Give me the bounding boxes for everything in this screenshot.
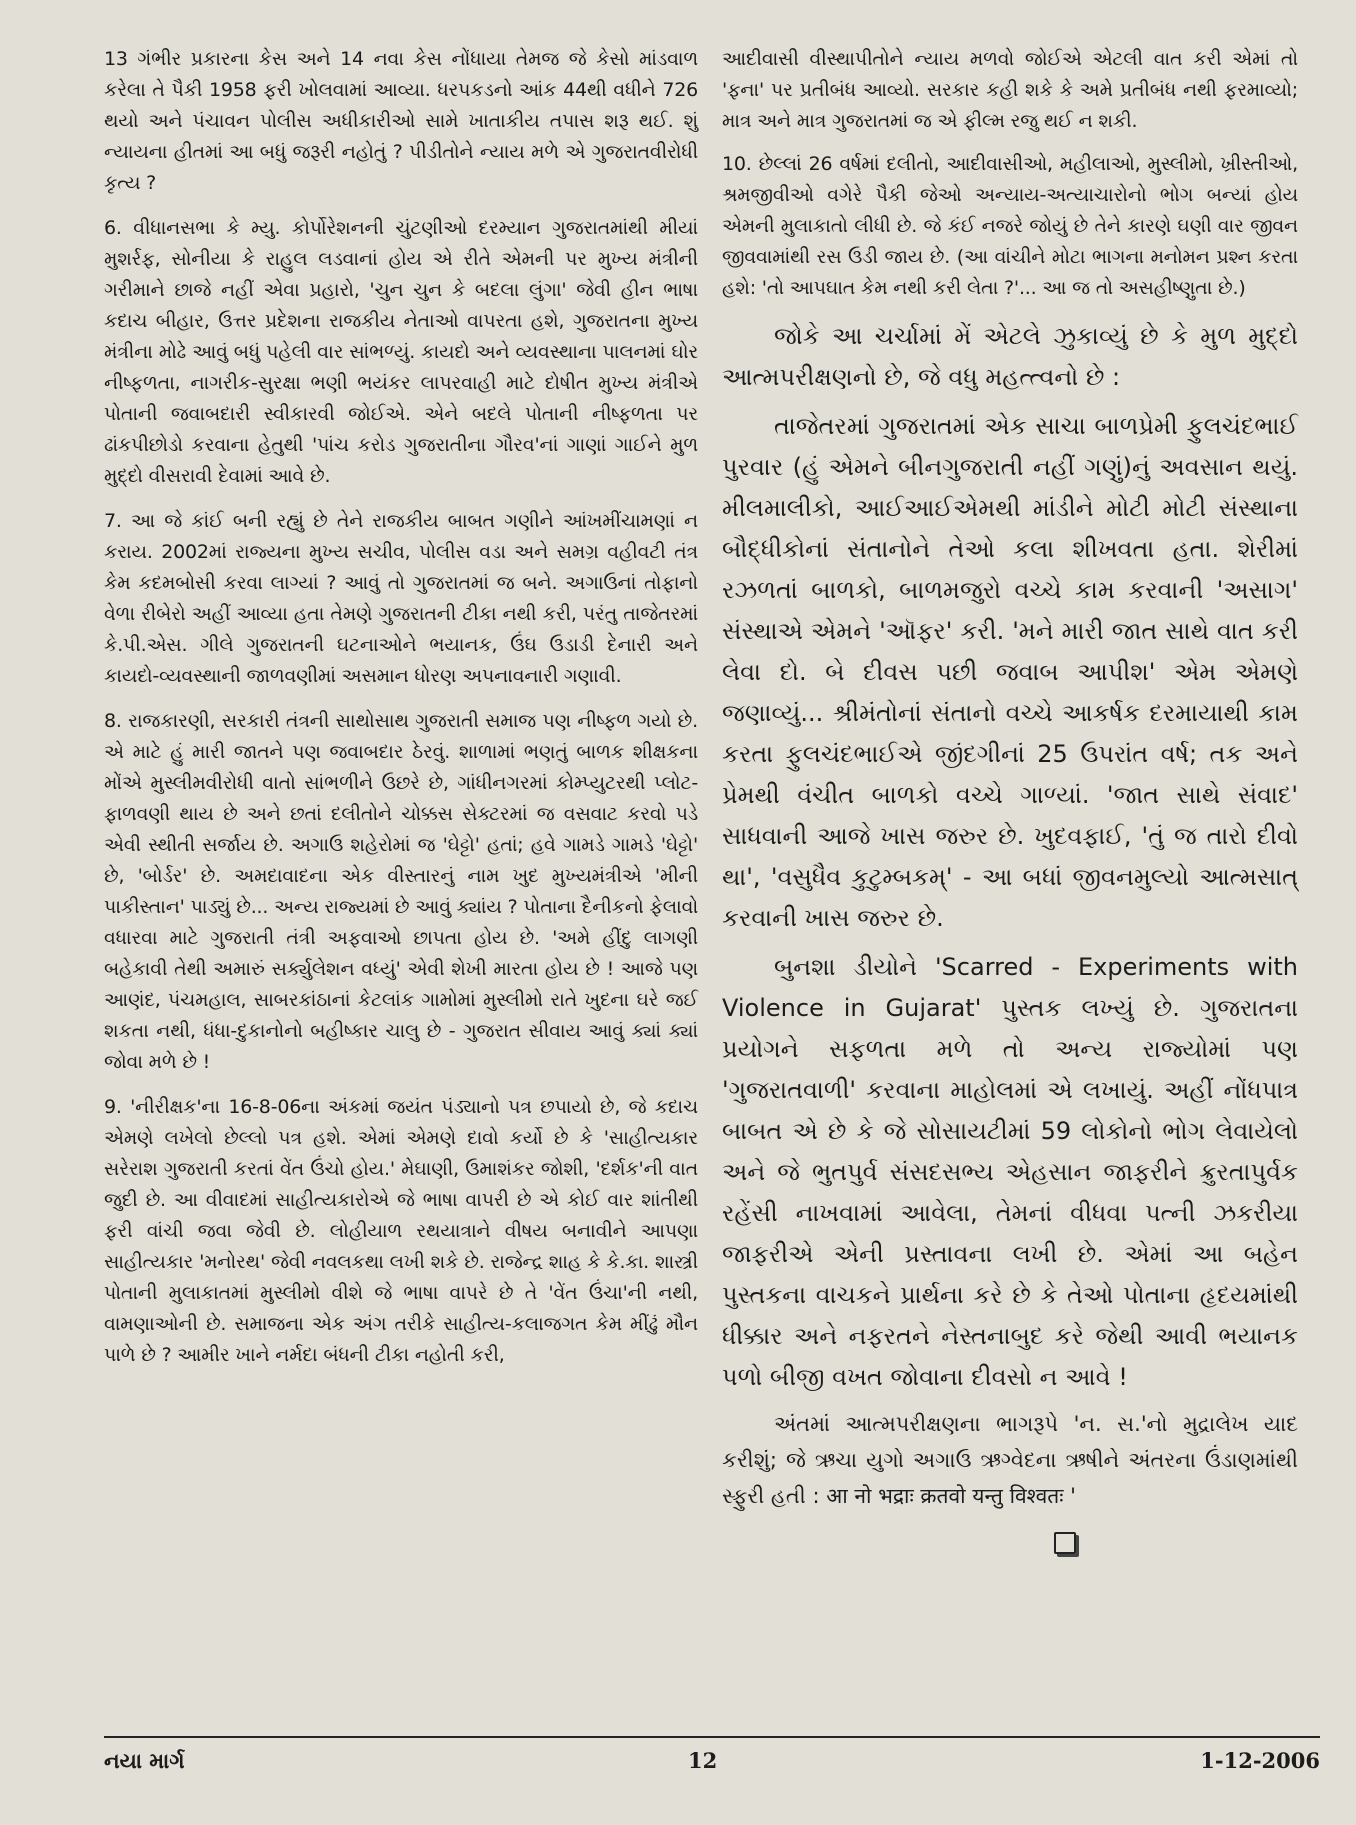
paragraph-point-6: 6. વીધાનસભા કે મ્યુ. કોર્પોરેશનની ચુંટણીઓ દરમ્યાન ગુજરાતમાંથી મીયાં મુશર્રફ, સોનીયા કે રાહુલ લડવાનાં હોય એ રીતે એમની પર મુખ્ય મંત્રીની ગરીમાને છાજે નહીં એવા પ્રહારો, 'ચુન ચુન કે બદલા લુંગા' જેવી હીન ભાષા કદાચ બીહાર, ઉત્તર પ્રદેશના રાજકીય નેતાઓ વાપરતા હશે, ગુજરાતના મુખ્ય મંત્રીના મોઢે આવું બધું પહેલી વાર સાંભળ્યું. કાયદો અને વ્યવસ્થાના પાલનમાં ઘોર નીષ્ફળતા, નાગરીક-સુરક્ષા ભણી ભયંકર લાપરવાહી માટે દોષીત મુખ્ય મંત્રીએ પોતાની જવાબદારી સ્વીકારવી જોઈએ. એને બદલે પોતાની નીષ્ફળતા પર ઢાંકપીછોડો કરવાના હેતુથી 'પાંચ કરોડ ગુજરાતીના ગૌરવ'નાં ગાણાં ગાઈને મુળ મુદ્દો વીસરાવી દેવામાં આવે છે. xyxy=(104,217,698,487)
paragraph-continuation: આદીવાસી વીસ્થાપીતોને ન્યાય મળવો જોઈએ એટલી વાત કરી એમાં તો 'ફના' પર પ્રતીબંધ આવ્યો. સરકાર કહી શકે કે અમે પ્રતીબંધ નથી ફરમાવ્યો; માત્ર અને માત્ર ગુજરાતમાં જ એ ફીલ્મ રજુ થઈ ન શકી. xyxy=(722,48,1298,132)
paragraph-point-10: 10. છેલ્લાં 26 વર્ષમાં દલીતો, આદીવાસીઓ, મહીલાઓ, મુસ્લીમો, ખ્રીસ્તીઓ, શ્રમજીવીઓ વગેરે પૈકી જેઓ અન્યાય-અત્યાચારોનો ભોગ બન્યાં હોય એમની મુલાકાતો લીધી છે. જે કંઈ નજરે જોયું છે તેને કારણે ઘણી વાર જીવન જીવવામાંથી રસ ઉડી જાય છે. (આ વાંચીને મોટા ભાગના મનોમન પ્રશ્ન કરતા હશે: 'તો આપઘાત કેમ નથી કરી લેતા ?'... આ જ તો અસહીષ્ણુતા છે.) xyxy=(722,153,1298,299)
paragraph-point-7: 7. આ જે કાંઈ બની રહ્યું છે તેને રાજકીય બાબત ગણીને આંખમીંચામણાં ન કરાય. 2002માં રાજ્યના મુખ્ય સચીવ, પોલીસ વડા અને સમગ્ર વહીવટી તંત્ર કેમ કદમબોસી કરવા લાગ્યાં ? આવું તો ગુજરાતમાં જ બને. અગાઉનાં તોફાનો વેળા રીબેરો અહીં આવ્યા હતા તેમણે ગુજરાતની ટીકા નથી કરી, પરંતુ તાજેતરમાં કે.પી.એસ. ગીલે ગુજરાતની ઘટનાઓને ભયાનક, ઉંઘ ઉડાડી દેનારી અને કાયદો-વ્યવસ્થાની જાળવણીમાં અસમાન ધોરણ અપનાવનારી ગણાવી. xyxy=(104,510,698,687)
paragraph-point-8: 8. રાજકારણી, સરકારી તંત્રની સાથોસાથ ગુજરાતી સમાજ પણ નીષ્ફળ ગયો છે. એ માટે હું મારી જાતને પણ જવાબદાર ઠેરવું. શાળામાં ભણતું બાળક શીક્ષકના મોંએ મુસ્લીમવીરોધી વાતો સાંભળીને ઉછરે છે, ગાંધીનગરમાં કોમ્પ્યુટરથી પ્લોટ-ફાળવણી થાય છે અને છતાં દલીતોને ચોક્કસ સેક્ટરમાં જ વસવાટ કરવો પડે એવી સ્થીતી સર્જાય છે. અગાઉ શહેરોમાં જ 'ઘેટ્ટો' હતાં; હવે ગામડે ગામડે 'ઘેટ્ટો' છે, 'બોર્ડર' છે. અમદાવાદના એક વીસ્તારનું નામ ખુદ મુખ્યમંત્રીએ 'મીની પાકીસ્તાન' પાડ્યું છે... અન્ય રાજ્યમાં છે આવું ક્યાંય ? પોતાના દૈનીકનો ફેલાવો વધારવા માટે ગુજરાતી તંત્રી અફવાઓ છાપતા હોય છે. 'અમે હીંદુ લાગણી બહેકાવી તેથી અમારું સર્ક્યુલેશન વધ્યું' એવી શેખી મારતા હોય છે ! આજે પણ આણંદ, પંચમહાલ, સાબરકાંઠાનાં કેટલાંક ગામોમાં મુસ્લીમો રાતે ખુદના ઘરે જઈ શકતા નથી, ધંધા-દુકાનોનો બહીષ્કાર ચાલુ છે - ગુજરાત સીવાય આવું ક્યાં ક્યાં જોવા મળે છે ! xyxy=(104,710,698,1073)
paragraph-fulchandbhai: તાજેતરમાં ગુજરાતમાં એક સાચા બાળપ્રેમી ફુલચંદભાઈ પુરવાર (હું એમને બીનગુજરાતી નહીં ગણું)નું અવસાન થયું. મીલમાલીકો, આઈઆઈએમથી માંડીને મોટી મોટી સંસ્થાના બૌદ્ધીકોનાં સંતાનોને તેઓ કલા શીખવતા હતા. શેરીમાં રઝળતાં બાળકો, બાળમજુરો વચ્ચે કામ કરવાની 'અસાગ' સંસ્થાએ એમને 'ઑફર' કરી. 'મને મારી જાત સાથે વાત કરી લેવા દો. બે દીવસ પછી જવાબ આપીશ' એમ એમણે જણાવ્યું... શ્રીમંતોનાં સંતાનો વચ્ચે આકર્ષક દરમાયાથી કામ કરતા ફુલચંદભાઈએ જીંદગીનાં 25 ઉપરાંત વર્ષ; તક અને પ્રેમથી વંચીત બાળકો વચ્ચે ગાળ્યાં. 'જાત સાથે સંવાદ' સાધવાની આજે ખાસ જરુર છે. ખુદવફાઈ, 'તું જ તારો દીવો થા', 'વસુધૈવ કુટુમ્બકમ્' - આ બધાં જીવનમુલ્યો આત્મસાત્ કરવાની ખાસ જરુર છે. xyxy=(722,412,1298,932)
paragraph-scarred-book: બુનશા ડીયોને 'Scarred - Experiments with Violence in Gujarat' પુસ્તક લખ્યું છે. ગુજરાતના પ્રયોગને સફળતા મળે તો અન્ય રાજ્યોમાં પણ 'ગુજરાતવાળી' કરવાના માહોલમાં એ લખાયું. અહીં નોંધપાત્ર બાબત એ છે કે જે સોસાયટીમાં 59 લોકોનો ભોગ લેવાયેલો અને જે ભુતપુર્વ સંસદસભ્ય એહસાન જાફરીને ક્રુરતાપુર્વક રહેંસી નાખવામાં આવેલા, તેમનાં વીધવા પત્ની ઝકરીયા જાફરીએ એની પ્રસ્તાવના લખી છે. એમાં આ બહેન પુસ્તકના વાચકને પ્રાર્થના કરે છે કે તેઓ પોતાના હૃદયમાંથી ધીક્કાર અને નફરતને નેસ્તનાબુદ કરે જેથી આવી ભયાનક પળો બીજી વખત જોવાના દીવસો ન આવે ! xyxy=(722,953,1298,1391)
paragraph-self-examination: જોકે આ ચર્ચામાં મેં એટલે ઝુકાવ્યું છે કે મુળ મુદ્દો આત્મપરીક્ષણનો છે, જે વધુ મહત્ત્વનો છે : xyxy=(722,322,1298,391)
right-column xyxy=(722,44,1298,1554)
paragraph-point-9: 9. 'નીરીક્ષક'ના 16-8-06ના અંકમાં જયંત પંડ્યાનો પત્ર છપાયો છે, જે કદાચ એમણે લખેલો છેલ્લો પત્ર હશે. એમાં એમણે દાવો કર્યો છે કે 'સાહીત્યકાર સરેરાશ ગુજરાતી કરતાં વેંત ઉંચો હોય.' મેઘાણી, ઉમાશંકર જોશી, 'દર્શક'ની વાત જુદી છે. આ વીવાદમાં સાહીત્યકારોએ જે ભાષા વાપરી છે એ કોઈ વાર શાંતીથી ફરી વાંચી જવા જેવી છે. લોહીયાળ રથયાત્રાને વીષય બનાવીને આપણા સાહીત્યકાર 'મનોરથ' જેવી નવલકથા લખી શકે છે. રાજેન્દ્ર શાહ કે કે.કા. શાસ્ત્રી પોતાની મુલાકાતમાં મુસ્લીમો વીશે જે ભાષા વાપરે છે તે 'વેંત ઉંચા'ની નથી, વામણાઓની છે. સમાજના એક અંગ તરીકે સાહીત્ય-કલાજગત કેમ મીંઢું મૌન પાળે છે ? આમીર ખાને નર્મદા બંધની ટીકા નહોતી કરી, xyxy=(104,1096,698,1366)
issue-date: 1-12-2006 xyxy=(1200,1748,1320,1773)
page-footer xyxy=(104,1748,1320,1788)
page-number: 12 xyxy=(688,1748,718,1773)
end-of-article-icon xyxy=(1054,1532,1076,1554)
left-column xyxy=(104,44,698,1385)
paragraph-closing: અંતમાં આત્મપરીક્ષણના ભાગરૂપે 'ન. સ.'નો મુદ્રાલેખ યાદ કરીશું; જે ઋચા યુગો અગાઉ ઋગ્વેદના ઋષીને અંતરના ઉંડાણમાંથી સ્ફુરી હતી : आ नो भद्राः क्रतवो यन्तु विश्वतः ' xyxy=(722,1412,1298,1508)
magazine-name: નયા માર્ગ xyxy=(104,1748,185,1773)
paragraph-intro: 13 ગંભીર પ્રકારના કેસ અને 14 નવા કેસ નોંધાયા તેમજ જે કેસો માંડવાળ કરેલા તે પૈકી 1958 ફરી ખોલવામાં આવ્યા. ધરપકડનો આંક 44થી વધીને 726 થયો અને પંચાવન પોલીસ અધીકારીઓ સામે ખાતાકીય તપાસ શરૂ થઈ. શું ન્યાયના હીતમાં આ બધું જરૂરી નહોતું ? પીડીતોને ન્યાય મળે એ ગુજરાતવીરોધી કૃત્ય ? xyxy=(104,48,698,194)
footer-rule xyxy=(104,1736,1320,1738)
